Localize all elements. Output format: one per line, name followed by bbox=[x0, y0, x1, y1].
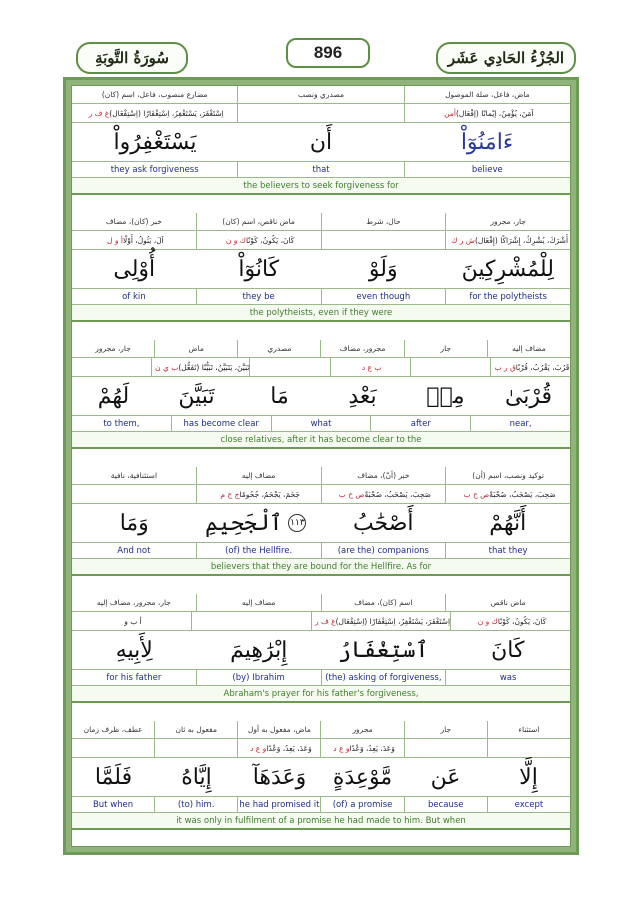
root-letters: ش ر ك bbox=[451, 235, 475, 245]
root-cell bbox=[410, 358, 490, 376]
arabic-word bbox=[404, 123, 570, 161]
root-cell bbox=[320, 739, 403, 757]
english-gloss-row bbox=[72, 670, 570, 686]
grammar-cell: ماض ناقص bbox=[445, 594, 570, 611]
grammar-cell: خبر (أنّ)، مضاف bbox=[321, 467, 446, 484]
arabic-word bbox=[72, 758, 155, 796]
arabic-text: فَلَمَّا bbox=[94, 764, 133, 790]
arabic-text: كَانَ bbox=[491, 637, 525, 663]
root-cell bbox=[154, 739, 237, 757]
arabic-text: مَّوْعِدَةٍ bbox=[332, 764, 393, 790]
root-letters: ب ع د bbox=[361, 362, 382, 372]
grammar-cell: ماض، فاعل، صلة الموصول bbox=[404, 86, 570, 103]
translation-line: believers that they are bound for the Hellfire. As for bbox=[72, 559, 570, 576]
arabic-text: مِنۢ bbox=[426, 383, 465, 409]
root-letters: ج ح م bbox=[220, 489, 240, 499]
arabic-word bbox=[487, 758, 570, 796]
root-cell bbox=[72, 104, 237, 122]
arabic-text: وَعَدَهَآ bbox=[252, 764, 307, 790]
arabic-word bbox=[404, 377, 487, 415]
root-row bbox=[72, 104, 570, 123]
arabic-row bbox=[72, 123, 570, 162]
root-forms: كَانَ، يَكُونُ، كَوْنًا bbox=[497, 616, 547, 626]
english-gloss: believe bbox=[404, 162, 570, 177]
english-gloss-row bbox=[72, 797, 570, 813]
page-frame bbox=[63, 77, 579, 855]
root-cell bbox=[151, 358, 249, 376]
grammar-cell: جار bbox=[404, 340, 487, 357]
arabic-text: أَصْحَٰبُ bbox=[352, 510, 414, 536]
root-letters: غ ف ر bbox=[314, 616, 336, 626]
english-gloss: (the) asking of forgiveness, bbox=[321, 670, 446, 685]
surah-title: سُورَةُ التَّوبَةِ bbox=[76, 42, 188, 74]
english-gloss: he had promised it bbox=[237, 797, 320, 812]
page-content bbox=[71, 85, 571, 847]
translation-line: it was only in fulfilment of a promise he had made to him. But when bbox=[72, 813, 570, 830]
arabic-word bbox=[321, 504, 446, 542]
root-letters: و ع د bbox=[250, 743, 267, 753]
arabic-word bbox=[238, 377, 321, 415]
arabic-row bbox=[72, 504, 570, 543]
root-row bbox=[72, 485, 570, 504]
grammar-cell: مضاف إليه bbox=[196, 467, 321, 484]
grammar-cell: ماض bbox=[154, 340, 237, 357]
root-forms: آلَ، يَئُولُ، أَوْلًا bbox=[122, 235, 164, 245]
word-block bbox=[72, 340, 570, 450]
grammar-cell: توكيد ونصب، اسم (أن) bbox=[445, 467, 570, 484]
arabic-word bbox=[72, 123, 238, 161]
ayah-end-marker: ١١٣ bbox=[288, 514, 306, 532]
root-letters: غ ف ر bbox=[88, 108, 110, 118]
translation-line: Abraham's prayer for his father's forgiveness, bbox=[72, 686, 570, 703]
root-forms: كَانَ، يَكُونُ، كَوْنًا bbox=[245, 235, 295, 245]
grammar-row bbox=[72, 340, 570, 358]
grammar-cell: حال، شرط bbox=[321, 213, 446, 230]
word-block bbox=[72, 594, 570, 704]
grammar-cell: مصدري bbox=[237, 340, 320, 357]
root-cell bbox=[450, 612, 570, 630]
root-cell bbox=[490, 358, 570, 376]
english-gloss: (to) him. bbox=[154, 797, 237, 812]
english-gloss: they ask forgiveness bbox=[110, 164, 199, 175]
arabic-text: بَعْدِ bbox=[348, 383, 377, 409]
arabic-word bbox=[72, 631, 197, 669]
arabic-text: أَن bbox=[309, 129, 333, 155]
arabic-word bbox=[72, 504, 197, 542]
root-letters: ك و ن bbox=[477, 616, 498, 626]
root-cell bbox=[249, 358, 329, 376]
root-cell bbox=[404, 104, 570, 122]
grammar-cell: مضاف إليه bbox=[196, 594, 321, 611]
grammar-cell: مضاف إليه bbox=[487, 340, 570, 357]
english-gloss: was bbox=[445, 670, 570, 685]
arabic-word bbox=[446, 631, 571, 669]
translation-line: close relatives, after it has become clear to the bbox=[72, 432, 570, 449]
root-cell bbox=[72, 358, 151, 376]
word-block bbox=[72, 467, 570, 577]
root-cell bbox=[72, 739, 154, 757]
english-gloss: has become clear bbox=[171, 416, 271, 431]
translation-line: the polytheists, even if they were bbox=[72, 305, 570, 322]
arabic-text: قُرْبَىٰ bbox=[504, 383, 553, 409]
arabic-text: ءَامَنُوٓاْ bbox=[460, 129, 514, 155]
translation-line: the believers to seek forgiveness for bbox=[72, 178, 570, 195]
grammar-cell: عطف، ظرف زمان bbox=[83, 725, 143, 734]
root-letters: ب ي ن bbox=[155, 362, 179, 372]
root-forms: أَشْرَكَ، يُشْرِكُ، إِشْرَاكًا (إِفْعَال) bbox=[474, 235, 569, 245]
root-forms: اِسْتَغْفَرَ، يَسْتَغْفِرُ، اِسْتِغْفَارًا (اِسْتِفْعَال) bbox=[109, 108, 224, 118]
grammar-cell: ماض، مفعول به أول bbox=[237, 721, 320, 738]
arabic-word bbox=[197, 631, 322, 669]
root-cell bbox=[321, 231, 446, 249]
arabic-text: أَنَّهُمْ bbox=[489, 510, 527, 536]
root-forms: اِسْتَغْفَرَ، يَسْتَغْفِرُ، اِسْتِغْفَارًا (اِسْتِفْعَال) bbox=[335, 616, 451, 626]
arabic-word bbox=[321, 377, 404, 415]
grammar-cell: مجرور bbox=[320, 721, 403, 738]
word-block bbox=[72, 86, 570, 196]
english-gloss: for his father bbox=[106, 672, 162, 683]
grammar-cell: مفعول به ثان bbox=[154, 721, 237, 738]
root-forms: وَعَدَ، يَعِدُ، وَعْدًا bbox=[266, 743, 312, 753]
arabic-word bbox=[487, 377, 570, 415]
arabic-word bbox=[72, 377, 155, 415]
english-gloss: of kin bbox=[122, 291, 146, 302]
english-gloss: after bbox=[370, 416, 470, 431]
english-gloss: near, bbox=[470, 416, 570, 431]
english-gloss: what bbox=[271, 416, 371, 431]
root-forms: أ ب و bbox=[124, 616, 142, 626]
arabic-word bbox=[321, 250, 446, 288]
english-gloss: for the polytheists bbox=[445, 289, 570, 304]
arabic-word bbox=[446, 250, 571, 288]
english-gloss: But when bbox=[92, 799, 134, 810]
english-gloss: (of) the Hellfire. bbox=[196, 543, 321, 558]
root-cell bbox=[72, 231, 196, 249]
english-gloss: (by) Ibrahim bbox=[196, 670, 321, 685]
english-gloss: because bbox=[404, 797, 487, 812]
root-forms: جَحَمَ، يَجْحَمُ، جُحُومًا bbox=[239, 489, 300, 499]
grammar-cell: استثناء bbox=[487, 721, 570, 738]
arabic-text: تَبَيَّنَ bbox=[178, 383, 215, 409]
grammar-cell: استئنافية، نافية bbox=[110, 471, 158, 480]
arabic-row bbox=[72, 250, 570, 289]
arabic-text: وَلَوْ bbox=[368, 256, 398, 282]
root-row bbox=[72, 739, 570, 758]
root-cell bbox=[445, 485, 570, 503]
arabic-word bbox=[321, 631, 446, 669]
grammar-cell: مجرور، مضاف bbox=[320, 340, 403, 357]
root-letters: أمن bbox=[444, 108, 456, 118]
grammar-row bbox=[72, 721, 570, 739]
grammar-cell: مصدري ونصب bbox=[237, 86, 403, 103]
arabic-text: عَن bbox=[430, 764, 461, 790]
arabic-word bbox=[404, 758, 487, 796]
english-gloss: to them, bbox=[103, 418, 140, 429]
arabic-text: وَمَا bbox=[119, 510, 149, 536]
root-letters: ص ح ب bbox=[338, 489, 365, 499]
english-gloss-row bbox=[72, 162, 570, 178]
arabic-text: ٱسْتِغْفَارُ bbox=[338, 637, 429, 663]
juz-title: الجُزْءُ الحَادِي عَشَر bbox=[436, 42, 576, 74]
arabic-word bbox=[72, 250, 197, 288]
arabic-text: أُوْلِى bbox=[113, 256, 156, 282]
root-row bbox=[72, 231, 570, 250]
arabic-word bbox=[155, 377, 238, 415]
grammar-cell: جار، مجرور bbox=[95, 344, 131, 353]
arabic-text: كَانُوٓاْ bbox=[238, 256, 280, 282]
root-cell bbox=[237, 739, 320, 757]
root-cell bbox=[191, 612, 311, 630]
root-cell bbox=[330, 358, 410, 376]
root-cell bbox=[445, 231, 570, 249]
root-letters: أ و ل bbox=[107, 235, 123, 245]
arabic-text: إِيَّاهُ bbox=[181, 764, 212, 790]
root-cell bbox=[404, 739, 487, 757]
root-cell bbox=[196, 485, 321, 503]
root-cell bbox=[72, 485, 196, 503]
grammar-row bbox=[72, 467, 570, 485]
root-letters: ق ر ب bbox=[494, 362, 516, 372]
arabic-row bbox=[72, 631, 570, 670]
root-cell bbox=[237, 104, 403, 122]
arabic-word bbox=[197, 250, 322, 288]
grammar-row bbox=[72, 213, 570, 231]
english-gloss-row bbox=[72, 543, 570, 559]
arabic-text: لِلْمُشْرِكِينَ bbox=[461, 256, 554, 282]
root-forms: صَحِبَ، يَصْحَبُ، صُحْبَةً bbox=[489, 489, 556, 499]
root-cell bbox=[196, 231, 321, 249]
root-forms: تَبَيَّنَ، يَتَبَيَّنُ، تَبَيُّنًا (تَفَعُّل) bbox=[178, 362, 250, 372]
arabic-text: يَسْتَغْفِرُواْ bbox=[113, 129, 197, 155]
grammar-row bbox=[72, 594, 570, 612]
arabic-row bbox=[72, 377, 570, 416]
grammar-cell: خبر (كان)، مضاف bbox=[105, 217, 162, 226]
root-row bbox=[72, 612, 570, 631]
english-gloss-row bbox=[72, 416, 570, 432]
arabic-word bbox=[238, 758, 321, 796]
english-gloss: they be bbox=[196, 289, 321, 304]
grammar-cell: جار، مجرور، مضاف إليه bbox=[96, 598, 171, 607]
root-letters: ص ح ب bbox=[463, 489, 490, 499]
grammar-cell: اسم (كان)، مضاف bbox=[321, 594, 446, 611]
arabic-row bbox=[72, 758, 570, 797]
root-forms: وَعَدَ، يَعِدُ، وَعْدًا bbox=[349, 743, 395, 753]
arabic-text: إِبْرَٰهِيمَ bbox=[230, 637, 288, 663]
root-letters: و ع د bbox=[333, 743, 350, 753]
arabic-text: لَهُمْ bbox=[97, 383, 130, 409]
root-forms: قَرُبَ، يَقْرُبُ، قُرْبًا bbox=[515, 362, 570, 372]
english-gloss: that they bbox=[445, 543, 570, 558]
word-block bbox=[72, 721, 570, 831]
root-cell bbox=[311, 612, 450, 630]
root-forms: آمَنَ، يُؤْمِنُ، إيْمانًا (إفْعَال) bbox=[455, 108, 534, 118]
word-block bbox=[72, 213, 570, 323]
arabic-word bbox=[155, 758, 238, 796]
root-cell bbox=[321, 485, 446, 503]
english-gloss: (of) a promise bbox=[320, 797, 403, 812]
grammar-row bbox=[72, 86, 570, 104]
english-gloss: except bbox=[487, 797, 570, 812]
root-cell bbox=[487, 739, 570, 757]
arabic-text: مَا bbox=[270, 383, 289, 409]
arabic-word bbox=[446, 504, 571, 542]
english-gloss: And not bbox=[117, 545, 151, 556]
arabic-word bbox=[238, 123, 404, 161]
grammar-cell: مضارع منصوب، فاعل، اسم (كان) bbox=[101, 90, 208, 99]
arabic-word bbox=[321, 758, 404, 796]
root-letters: ك و ن bbox=[225, 235, 246, 245]
page-number: 896 bbox=[286, 38, 370, 68]
arabic-word bbox=[197, 504, 322, 542]
root-forms: صَحِبَ، يَصْحَبُ، صُحْبَةً bbox=[364, 489, 431, 499]
arabic-text: إِلَّا bbox=[519, 764, 538, 790]
arabic-text: ٱلْجَحِيمِ bbox=[205, 510, 283, 536]
root-cell bbox=[72, 612, 191, 630]
grammar-cell: جار bbox=[404, 721, 487, 738]
english-gloss: even though bbox=[321, 289, 446, 304]
english-gloss: (are the) companions bbox=[321, 543, 446, 558]
english-gloss-row bbox=[72, 289, 570, 305]
arabic-text: لِأَبِيهِ bbox=[115, 637, 153, 663]
page-header bbox=[76, 36, 576, 76]
grammar-cell: ماض ناقص، اسم (كان) bbox=[196, 213, 321, 230]
root-row bbox=[72, 358, 570, 377]
english-gloss: that bbox=[237, 162, 403, 177]
grammar-cell: جار، مجرور bbox=[445, 213, 570, 230]
